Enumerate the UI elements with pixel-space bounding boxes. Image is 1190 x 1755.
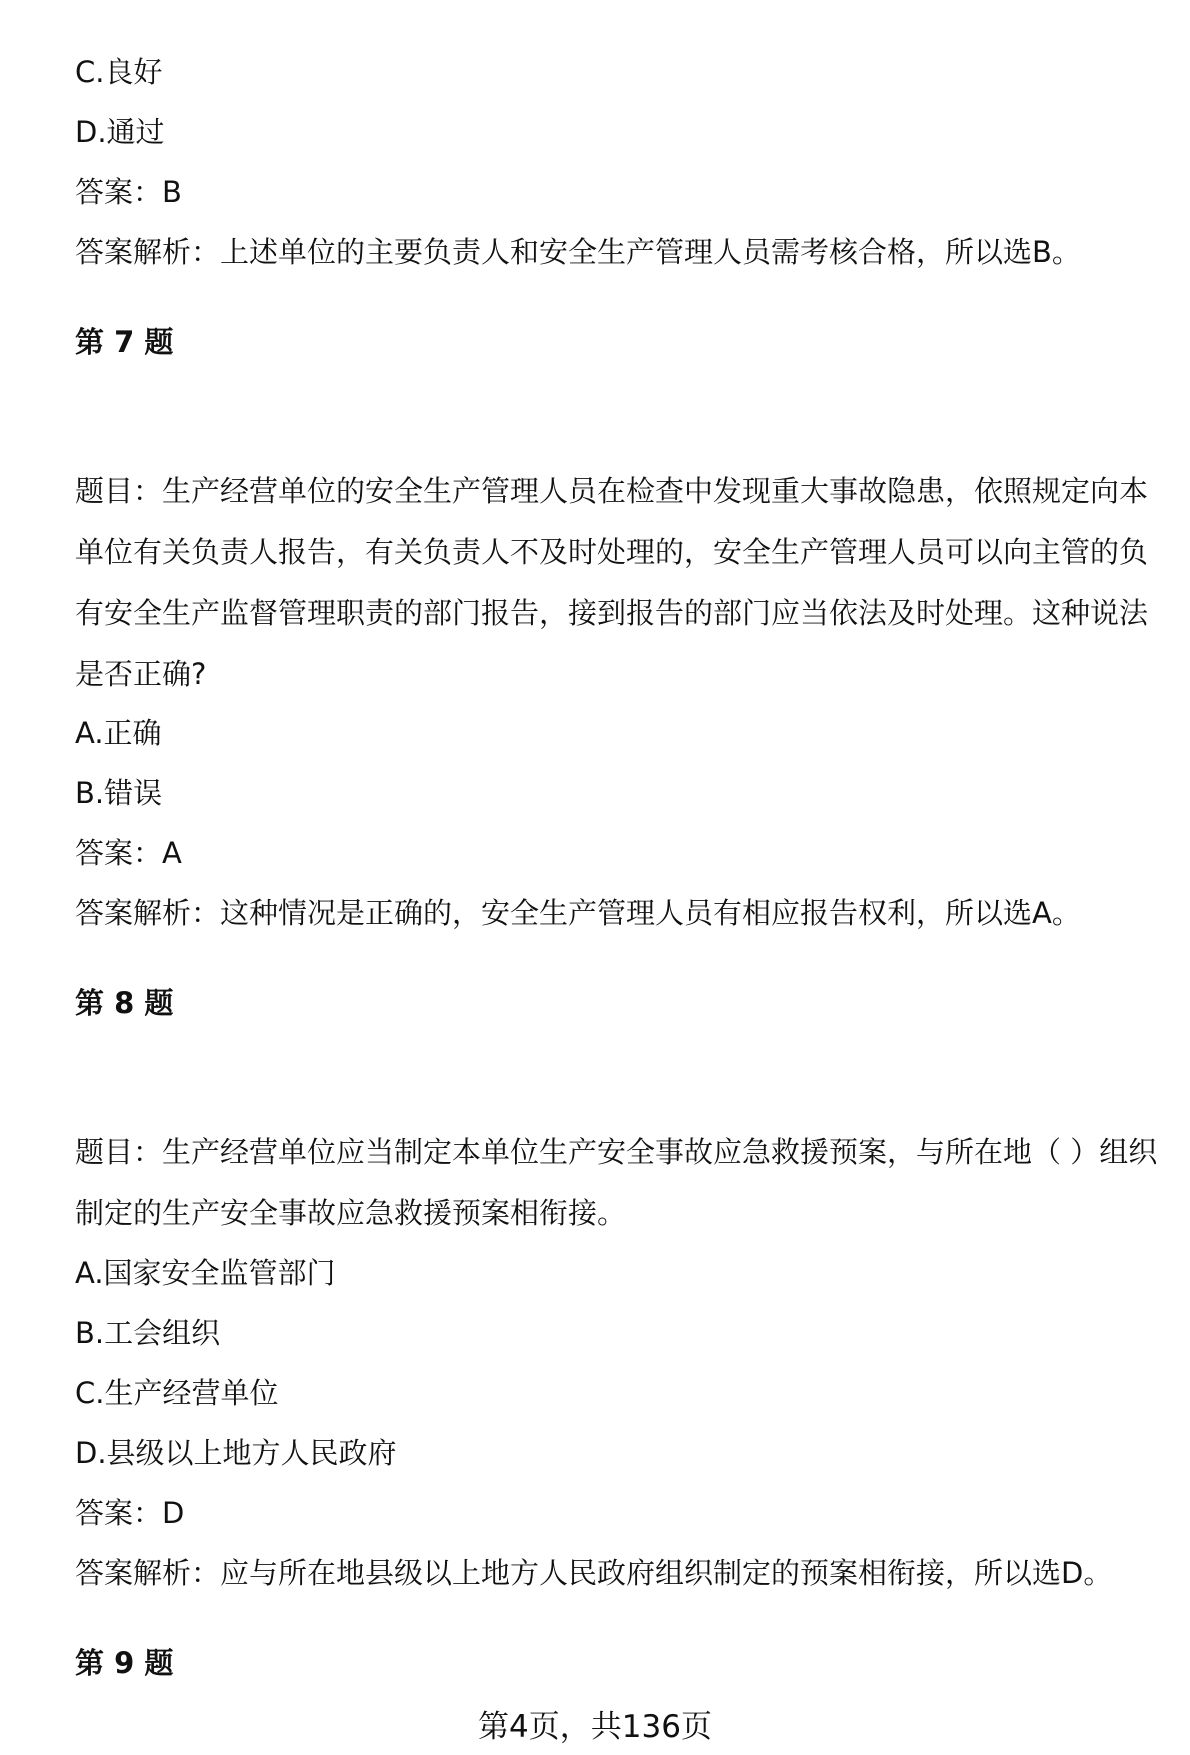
q8-option-c: C.生产经营单位 [75,1376,279,1410]
q8-option-d: D.县级以上地方人民政府 [75,1436,397,1470]
q7-option-b: B.错误 [75,776,163,810]
q8-answer: 答案：D [75,1496,185,1530]
q7-question: 题目：生产经营单位的安全生产管理人员在检查中发现重大事故隐患，依照规定向本单位有关负责人报告，有关负责人不及时处理的，安全生产管理人员可以向主管的负有安全生产监督管理职责的部门报告，接到报告的部门应当依法及时处理。这种说法是否正确? [75,474,1149,691]
q7-heading: 第 7 题 [75,325,174,359]
q9-heading: 第 9 题 [75,1646,174,1680]
q8-explanation: 答案解析：应与所在地县级以上地方人民政府组织制定的预案相衔接，所以选D。 [75,1556,1113,1590]
q8-option-b: B.工会组织 [75,1316,221,1350]
q6-option-c: C.良好 [75,55,163,89]
q7-explanation: 答案解析：这种情况是正确的，安全生产管理人员有相应报告权利，所以选A。 [75,896,1081,930]
q6-answer: 答案：B [75,175,182,209]
q8-option-a: A.国家安全监管部门 [75,1256,336,1290]
q7-option-a: A.正确 [75,716,162,750]
q6-explanation: 答案解析：上述单位的主要负责人和安全生产管理人员需考核合格，所以选B。 [75,235,1081,269]
q8-heading: 第 8 题 [75,986,174,1020]
page-number-footer: 第4页，共136页 [478,1709,712,1745]
q8-question: 题目：生产经营单位应当制定本单位生产安全事故应急救援预案，与所在地（ ）组织制定的生产安全事故应急救援预案相衔接。 [75,1135,1158,1230]
q7-answer: 答案：A [75,836,182,870]
q6-option-d: D.通过 [75,115,165,149]
